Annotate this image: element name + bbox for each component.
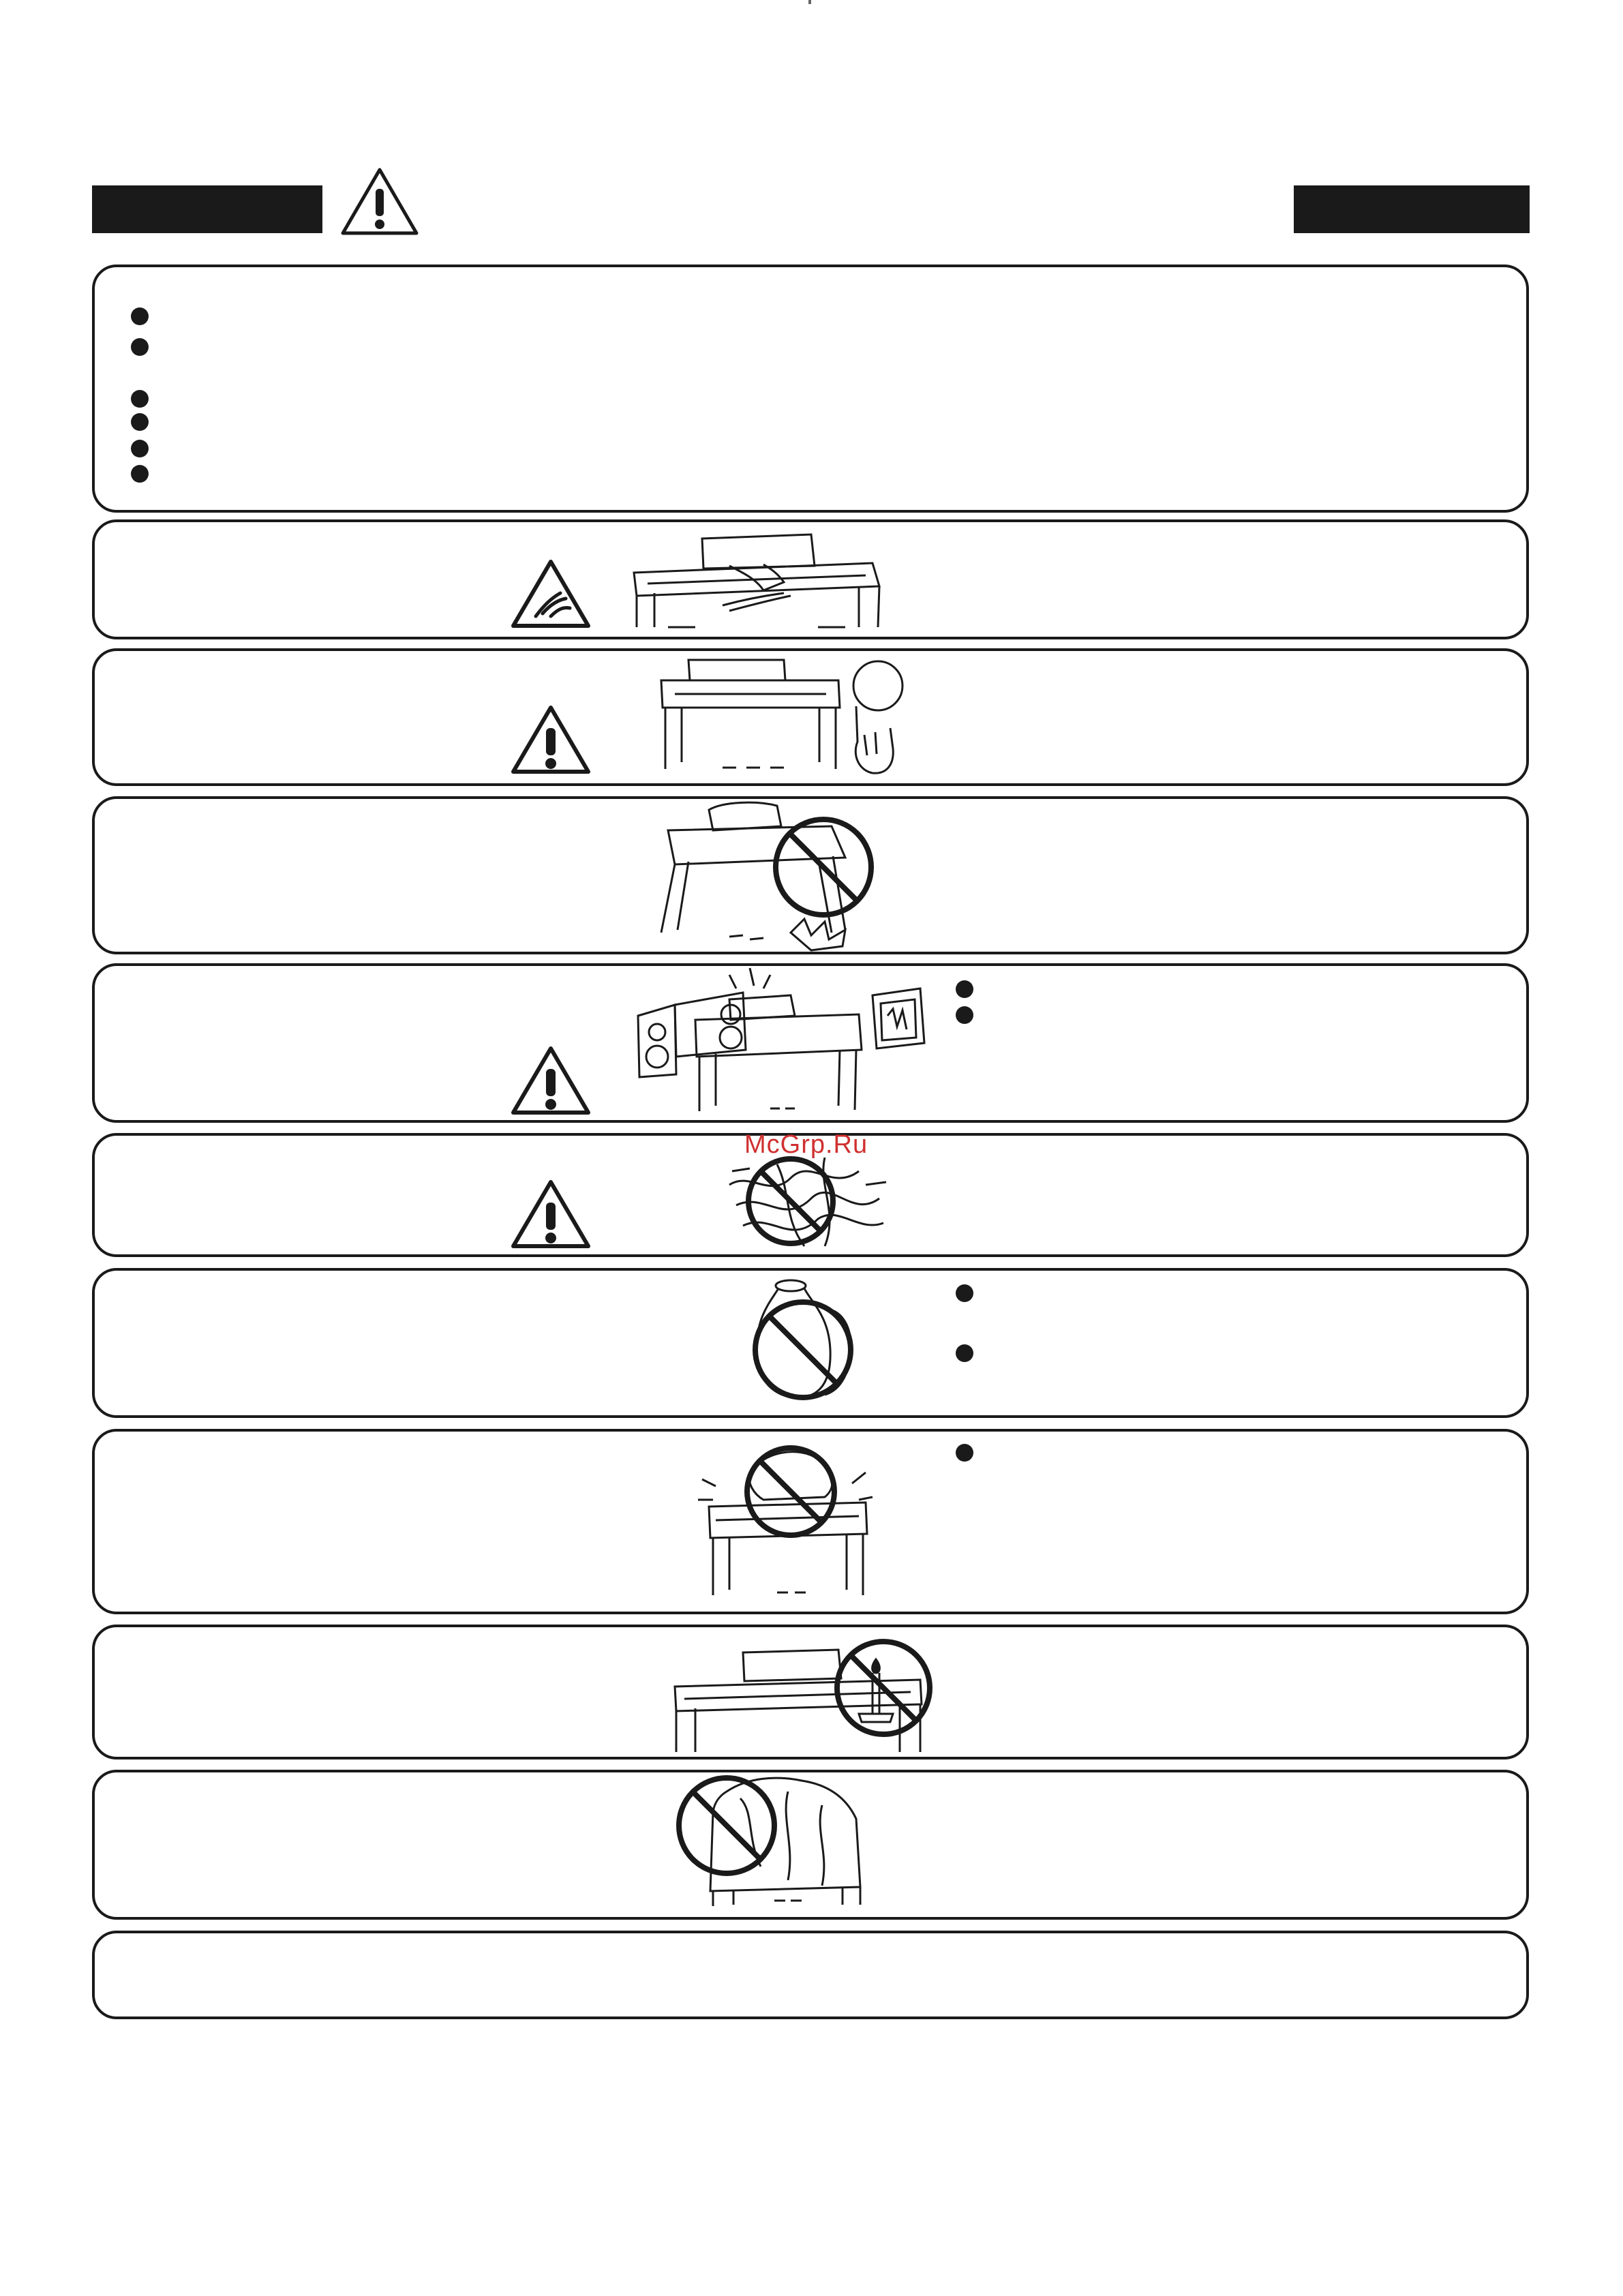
scan-mark [808,0,811,4]
vase-illustration [743,1275,866,1411]
piano-standing-on-illustration [688,1432,886,1609]
bullet-3 [131,390,149,408]
general-notes-panel [92,265,1529,513]
bullet-7 [956,980,973,998]
bullet-11 [956,1444,973,1462]
bullet-1 [131,307,149,325]
watermark-text: McGrp.Ru [744,1130,868,1159]
piano-tipping-illustration [648,796,907,953]
exclamation-triangle-icon [510,704,592,776]
piano-speakers-tv-illustration [634,961,947,1122]
exclamation-triangle-icon-3 [510,1178,592,1250]
bullet-6 [131,465,149,483]
piano-candle-illustration [668,1625,941,1756]
exclamation-triangle-icon-2 [510,1044,592,1117]
bullet-8 [956,1006,973,1024]
header-label-bar-right [1294,185,1530,233]
hand-pinch-caution-icon [510,558,592,630]
piano-lid-closing-illustration [627,525,886,641]
bullet-2 [131,338,149,356]
note-panel [92,1931,1529,2019]
bullet-4 [131,413,149,431]
bullet-5 [131,440,149,457]
header-warning-icon [339,166,420,237]
piano-finger-illustration [648,653,907,783]
bullet-9 [956,1284,973,1302]
bullet-10 [956,1344,973,1362]
tangled-cords-illustration [723,1144,893,1260]
header-label-bar-left [92,185,322,233]
piano-cloth-cover-illustration [672,1771,877,1914]
